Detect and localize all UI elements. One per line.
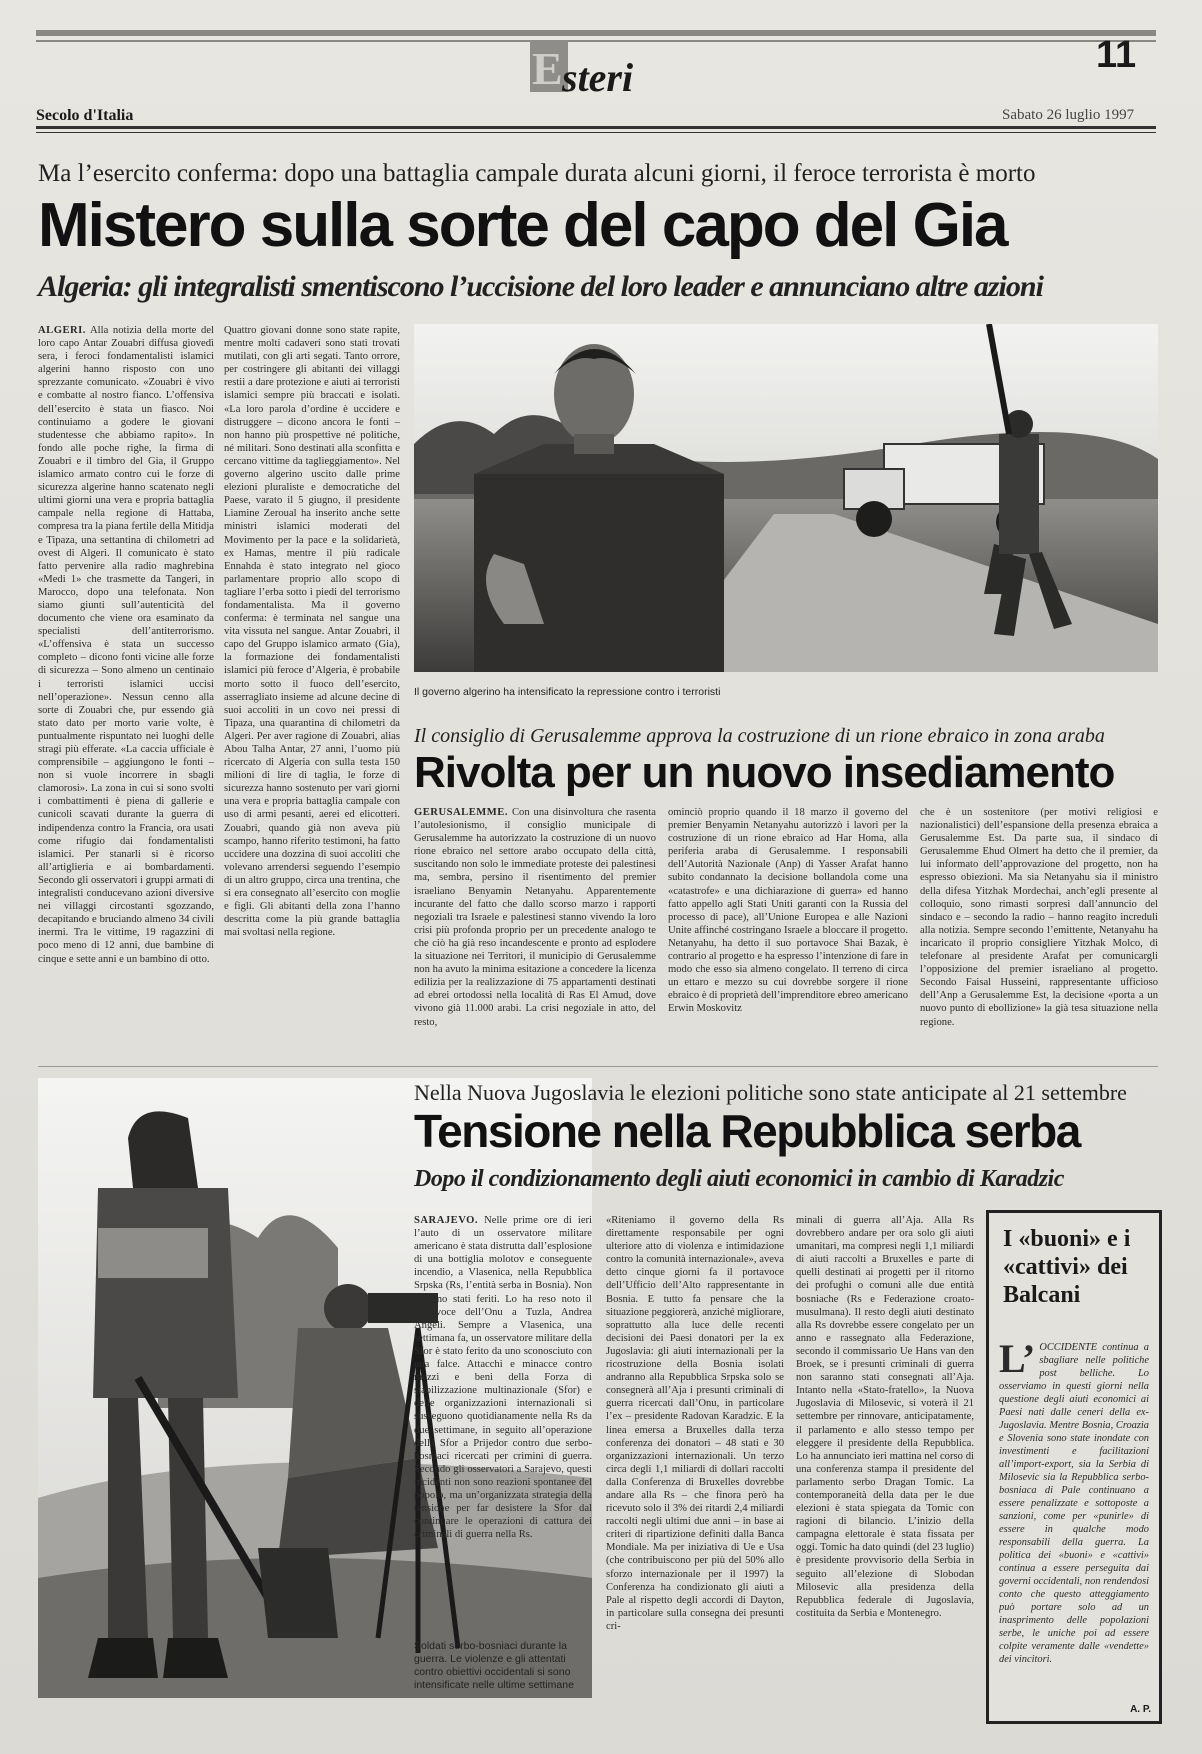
article1-kicker: Ma l’esercito conferma: dopo una battaglia campale durata alcuni giorni, il feroce terrorista è morto [38,160,1036,187]
editorial-text: OCCIDENTE continua a sbagliare nelle politiche post belliche. Lo osserviamo in questi giorni nella questione degli aiuti economici ai Paesi nati dalle ceneri della ex-Jugoslavia. Mentre Bosnia, Croazia e Slovenia sono state inondate con investimenti e facilitazioni all’import-export, sia la Serbia di Milosevic sia la Repubblica serbo-bosniaca di Pale continuano a essere penalizzate e sottoposte a sanzioni, come per «punirle» di essere in qualche modo responsabili della guerra. La politica dei «buoni» e «cattivi» continua a essere perseguita dai governi occidentali, non rendendosi conto che questo atteggiamento può portare solo ad un inasprimento delle popolazioni serbe, le uniche poi ad essere colpite veramente dalle «vendette» dei vincitori. [999,1342,1149,1665]
masthead: Secolo d'Italia [36,107,134,124]
section-title: steri [562,55,634,100]
header-rule [36,30,1156,36]
article1-column-1 [38,324,214,1046]
article2-column-2 [668,806,908,1046]
page-number: 11 [1096,34,1137,76]
article3-kicker: Nella Nuova Jugoslavia le elezioni politiche sono state anticipate al 21 settembre [414,1080,1127,1105]
editorial-signature: A. P. [1130,1704,1151,1715]
editorial-box-text [999,1341,1149,1701]
algeria-photo-image [414,324,1158,672]
article3-column-2 [606,1214,784,1714]
article2-column-1 [414,806,656,1046]
article2-kicker: Il consiglio di Gerusalemme approva la costruzione di un rione ebraico in zona araba [414,725,1105,747]
article2-dateline: GERUSALEMME. [414,807,508,818]
article2-col2-text: ominciò proprio quando il 18 marzo il governo del premier Benyamin Netanyahu autorizzò i lavori per la costruzione di un rione ebraico ad Har Homa, alla periferia araba di Gerusalemme. I responsabili dell’Autorità Nazionale (Anp) di Yasser Arafat hanno subito condannato la decisione bollandola come una «catastrofe» e una dichiarazione di guerra» ed hanno fatto appello agli Stati Uniti garanti con la Russia del processo di pace), all’Unione Europea e alle Nazioni Unite affinché costringano Israele a bloccare il progetto. Netanyahu, ha detto il suo portavoce Shai Bazak, è contrario al progetto e ha espresso l’intenzione di fare in modo che esso sia almeno congelato. Il terreno di circa un ettaro e mezzo su cui dovrebbe sorgere il rione ebraico è di proprietà dell’imprenditore ebreo americano Erwin Moskovitz [668,807,908,1015]
article1-headline: Mistero sulla sorte del capo del Gia [38,191,1007,260]
algeria-photo [414,324,1158,672]
article3-dateline: SARAJEVO. [414,1215,479,1226]
article3-col3-text: minali di guerra all’Aja. Alla Rs dovrebbero andare per ora solo gli aiuti umanitari, ma compresi negli 1,1 miliardi di aiuti raccolti a Bruxelles e parte di quelli destinati ai progetti per il ritorno dei profughi o comuni alle due entità bosniache (Rs e Federazione croato-musulmana). Il resto degli aiuti destinato alla Rs dovrebbe essere congelato per un anno e rassegnato alla Federazione, secondo il commissario Ue Hans van den Broek, se i presunti criminali di guerra non saranno stati consegnati all’Aja. Intanto nella «Stato-fratello», la Nuova Jugoslavia di Milosevic, si voterà il 21 settembre per rinnovare, anticipatamente, il parlamento e allo stesso tempo per eleggere il presidente della Repubblica. Lo ha annunciato ieri mattina nel corso di una conferenza stampa il presidente del parlamento serbo Dragan Tomic. La contemporaneità della data per le due elezioni è stata spiegata da Tomic con ragioni di bilancio. L’inizio della campagna elettorale è stata fissata per oggi. Tomic ha dato quindi (del 23 luglio) è presidente provvisorio della Serbia in seguito all’elezione di Slobodan Milosevic alla presidenza della Repubblica federale di Jugoslavia, costituita da Serbia e Montenegro. [796,1215,974,1619]
header-rule-thin [36,40,1156,42]
article3-col2-text: «Riteniamo il governo della Rs direttamente responsabile per ogni ulteriore atto di violenza e intimidazione contro la comunità internazionale», aveva detto cinque giorni fa il portavoce dell’Ufficio dell’Alto rappresentante in Bosnia. E tutto fa pensare che la situazione peggiorerà, anziché migliorare, soprattutto alla luce delle recenti decisioni dei Paesi donatori per la ex Jugoslavia: gli aiuti internazionali per la ricostruzione della Bosnia isolati andranno alla Repubblica Srpska solo se consegnerà all’Aja i presunti criminali di guerra ricercati dall’Onu, in particolare l’ex – presidente Radovan Karadzic. E la linea emersa a Bruxelles dalla terza conferenza dei donatori – 48 stati e 30 organizzazioni internazionali. Un terzo circa degli 1,1 miliardi di dollari raccolti dalla Conferenza di Bruxelles dovrebbe andare alla Rs – che finora però ha ricevuto solo il 3% dei ritardi 2,4 miliardi raccolti negli ultimi due anni – in base ai criteri di ripartizione definiti dalla Banca Mondiale. Ma per iniziativa di Ue e Usa (che contribuiscono per più del 50% allo sforzo internazionale per il 1997) la Conferenza ha condizionato gli aiuti a Pale al rispetto degli accordi di Dayton, in particolare sulla consegna dei presunti cri- [606,1215,784,1632]
article3-headline: Tensione nella Repubblica serba [414,1105,1080,1157]
article1-col2-text: Quattro giovani donne sono state rapite, mentre molti cadaveri sono stati trovati mutilati, con gli arti segati. Tanto orrore, per costringere gli abitanti dei villaggi restii a dare protezione e aiuti ai terroristi islamici sempre più braccati e isolati. «La loro parola d’ordine è uccidere e distruggere – dicono ancora le fonti – non hanno più prospettive né politiche, né militari. Sono destinati alla sconfitta e cercano vittime da taglieggiamento». Nel governo algerino uscito dalle prime elezioni pluraliste e democratiche del Paese, varato il 5 giugno, il presidente Liamine Zeroual ha inserito anche sette ministri islamici moderati del Movimento per la pace e la solidarietà, ex Hamas, mentre il più radicale Ennahda è stato integrato nel gioco parlamentare proprio allo scopo di tagliare l’erba sotto i piedi del terrorismo fondamentalista. Ma il governo conferma: è terminata nel sangue una vita vissuta nel sangue. Antar Zouabri, il capo del Gruppo islamico armato (Gia), la formazione dei fondamentalisti islamici più feroce d’Algeria, è probabile morto sotto il fuoco dell’esercito, asserragliato insieme ad alcune decine di suoi accoliti in un covo nei pressi di Tipaza, una quarantina di chilometri da Algeri. Per aver ragione di Zouabri, alias Abou Talha Antar, 27 anni, l’uomo più ricercato di Algeria con sulla testa 150 milioni di lire di taglia, le forze di sicurezza hanno sostenuto per vari giorni una vera e propria battaglia campale con uso di armi pesanti, aerei ed elicotteri. Zouabri, quando già non aveva più scampo, hanno riferito testimoni, ha fatto uccidere una dozzina di suoi accoliti che volevano arrendersi seguendo l’esempio di un altro gruppo, circa una trentina, che si era consegnato all’esercito con moglie e figli. Gli abitanti della zona l’hanno descritta come la più grande battaglia mai svoltasi nella regione. [224,325,400,939]
article1-col1-text: Alla notizia della morte del loro capo Antar Zouabri diffusa giovedì sera, i feroci fondamentalisti islamici algerini hanno risposto con uno sprezzante comunicato. «Zouabri è vivo e combatte al nostro fianco. L’offensiva dell’esercito è stata un fiasco. Noi continuiamo a godere le giovani studentesse che abbiamo rapito». In fondo alle poche righe, la firma di Zouabri e il timbro del Gia, il Gruppo islamico armato contro cui le forze di sicurezza algerine hanno scatenato negli ultimi giorni una vera e propria battaglia campale nella regione di Hattaba, compresa tra la piana fertile della Mitidja e Tipaza, una settantina di chilometri ad ovest di Algeri. Il comunicato è stato fatto pervenire alla radio maghrebina «Medi 1» che trasmette da Tangeri, in Marocco, dopo una telefonata. Non siamo giunti sull’autenticità del documento che viene ora esaminato da specialisti dell’antiterrorismo. «L’offensiva è stata un successo completo – dicono fonti vicine alle forze di sicurezza – Sono almeno un centinaio i terroristi islamici uccisi nell’operazione». Nessun cenno alla sorte di Zouabri che, pur essendo già stato dato per morto varie volte, è puntualmente rispuntato nei luoghi delle stragi più efferate. «La caccia ufficiale è comprensibile – aggiungono le fonti – non si vuole incorrere in sbagli clamorosi». La zona in cui si sono svolti i combattimenti è piena di gallerie e cunicoli scavati durante la guerra di indipendenza contro la Francia, ora usati come rifugio dai fondamentalisti islamici. Per stanarli si è ricorso all’artiglieria e ai bombardamenti. Secondo gli osservatori i gruppi armati di integralisti conducevano azioni diversive nei villaggi circostanti sgozzando, decapitando e bruciando almeno 34 civili inermi. Tra le vittime, 19 ragazzini di poco meno di 12 anni, due bambine di cinque e sette anni e un bambino di otto. [38,325,214,965]
article3-deck: Dopo il condizionamento degli aiuti economici in cambio di Karadzic [414,1166,1064,1192]
bosnia-photo-caption: Soldati serbo-bosniaci durante la guerra. Le violenze e gli attentati contro obiettivi occidentali si sono intensificate nelle ultime settimane [414,1640,574,1691]
header-bottom-rule [36,126,1156,129]
section-divider [38,1066,1158,1067]
article1-deck: Algeria: gli integralisti smentiscono l’uccisione del loro leader e annunciano altre azioni [38,270,1043,303]
article3-col1-text: Nelle prime ore di ieri l’auto di un osservatore militare americano è stata distrutta dall’esplosione di una bottiglia molotov e conseguente incendio, a Vlasenica, nella Repubblica Srpska (Rs, l’entità serba in Bosnia). Non ci sono stati feriti. Lo ha reso noto il portavoce dell’Onu a Tuzla, Andrea Angeli. Sempre a Vlasenica, una settimana fa, un osservatore militare della Sfor è stato ferito da uno sconosciuto con una falce. Attacchi e minacce contro mezzi e beni della Forza di stabilizzazione multinazionale (Sfor) e delle organizzazioni internazionali si susseguono quotidianamente nella Rs da due settimane, in seguito all’operazione della Sfor a Prijedor contro due serbo-bosniaci ricercati per crimini di guerra. Secondo gli osservatori a Sarajevo, questi incidenti non sono reazioni spontanee del popolo, ma un’organizzata strategia della tensione per far desistere la Sfor dal continuare le operazioni di cattura dei criminali di guerra nella Rs. [414,1215,592,1541]
article1-dateline: ALGERI. [38,325,86,336]
algeria-photo-caption: Il governo algerino ha intensificato la repressione contro i terroristi [414,686,721,698]
article2-headline: Rivolta per un nuovo insediamento [414,748,1115,797]
article1-column-2 [224,324,400,1046]
header-bottom-rule-thin [36,132,1156,133]
article2-col3-text: che è un sostenitore (per motivi religiosi e nazionalistici) dell’espansione della presenza ebraica a Gerusalemme Est. Da parte sua, il sindaco di Gerusalemme Ehud Olmert ha detto che il premier, da lui informato dell’approvazione del progetto, non ha espresso obiezioni. Ma sia Netanyahu sia il ministro della difesa Yitzhak Mordechai, anch’egli presente al colloquio, sono rimasti sorpresi dall’annuncio del sindaco e – secondo la radio – hanno reagito increduli alla notizia. Sempre secondo l’emittente, Netanyahu ha incaricato il proprio consigliere Yitzhak Molco, di telefonare al presidente Arafat per comunicargli l’opposizione del premier israeliano al progetto. Secondo Faisal Husseini, rappresentante ufficioso dell’Anp a Gerusalemme Est, la decisione «porta a un nuovo punto di ebollizione» la già tesa situazione nella regione. [920,807,1158,1028]
article3-column-1 [414,1214,592,1642]
editorial-box [986,1210,1162,1724]
issue-date: Sabato 26 luglio 1997 [1002,107,1135,123]
editorial-drop-cap: L’ [999,1341,1036,1381]
section-letter: E [532,43,563,94]
editorial-box-title: I «buoni» e i «cattivi» dei Balcani [1003,1226,1131,1308]
article2-col1-text: Con una disinvoltura che rasenta l’autolesionismo, il consiglio municipale di Gerusalemme ha autorizzato la costruzione di un nuovo rione ebraico nel settore arabo occupato della città, suscitando non solo le immediate proteste dei palestinesi ma, sembra, persino il risentimento del premier israeliano Benyamin Netanyahu. Apparentemente incurante del fatto che dallo scorso marzo i rapporti negoziali tra Israele e palestinesi stanno vivendo la loro crisi più profonda proprio per un precedente analogo te che ciò ha già reso incandescente e pronto ad esplodere la situazione nei Territori, il municipio di Gerusalemme non ha avuto la minima esitazione a concedere la licenza edilizia per la realizzazione di 75 appartamenti destinati ad ebrei ortodossi nella località di Ras El Amud, dove vivono già 11.000 arabi. La crisi negoziale in atto, del resto, [414,807,656,1028]
article3-column-3 [796,1214,974,1714]
article2-column-3 [920,806,1158,1046]
